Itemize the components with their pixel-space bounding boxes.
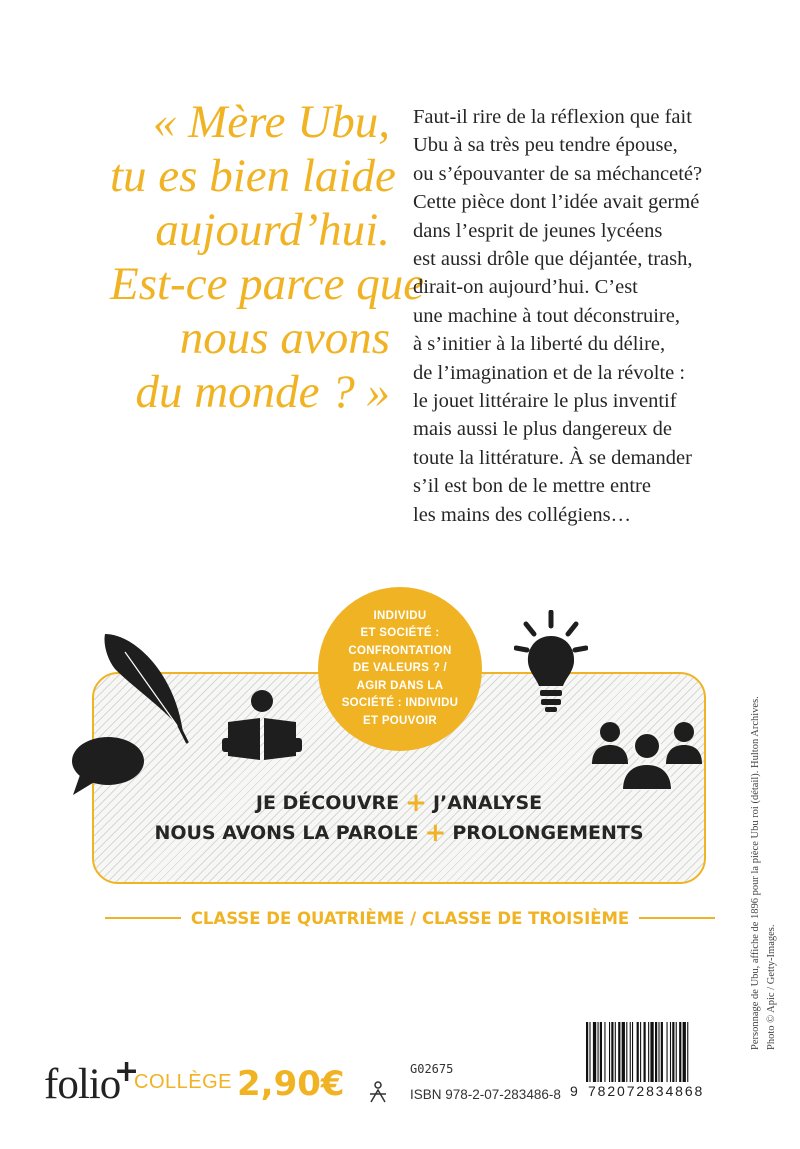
grade-level: CLASSE DE QUATRIÈME / CLASSE DE TROISIÈME [190,908,630,928]
grade-level-row [105,906,715,930]
theme-line: INDIVIDU [373,609,427,622]
barcode-bar [683,1022,686,1082]
divider [639,917,715,919]
photo-credit [748,490,782,1050]
blurb-line: Ubu à sa très peu tendre épouse, [413,134,678,157]
quote-line: nous avons [179,312,390,364]
barcode-icon [586,1022,728,1082]
barcode-bar [604,1022,605,1082]
quote-line: Est-ce parce que [110,258,425,310]
pull-quote [110,95,425,419]
publisher-logo-icon [368,1080,388,1104]
quote-line: tu es bien laide [110,150,396,202]
barcode-bar [618,1022,620,1082]
theme-line: CONFRONTATION [348,644,452,657]
barcode-bar [687,1022,688,1082]
barcode-bar [626,1022,627,1082]
blurb-line: une machine à tout déconstruire, [413,304,680,327]
barcode-bar [658,1022,659,1082]
theme-line: AGIR DANS LA [356,679,444,692]
blurb-line: est aussi drôle que déjantée, trash, [413,248,693,271]
lightbulb-icon [514,610,588,715]
blurb-line: à s’initier à la liberté du délire, [413,333,666,356]
blurb-line: le jouet littéraire le plus inventif [413,390,677,413]
reader-icon [222,688,302,762]
credit-line: Personnage de Ubu, affiche de 1896 pour la pièce Ubu roi (détail). Hulton Archives. [750,696,761,1050]
brand-plus: + [114,1054,140,1089]
blurb-line: Faut-il rire de la réflexion que fait [413,106,692,128]
blurb-line: dirait-on aujourd’hui. C’est [413,276,638,299]
back-cover-blurb [413,103,773,529]
step-label: J’ANALYSE [432,792,543,814]
barcode-bar [615,1022,616,1082]
product-code: G02675 [410,1062,454,1076]
barcode-bar [611,1022,613,1082]
step-label: PROLONGEMENTS [452,822,644,844]
step-label: JE DÉCOUVRE [255,792,400,814]
quote-line: du monde ? » [135,366,390,418]
barcode-bar [600,1022,602,1082]
plus-separator: + [405,788,427,818]
barcode-bar [650,1022,653,1082]
group-icon [592,718,702,790]
quote-line: aujourd’hui. [155,204,390,256]
collection-name: COLLÈGE [134,1071,232,1093]
barcode-bar [661,1022,663,1082]
barcode-bar [644,1022,646,1082]
blurb-line: mais aussi le plus dangereux de [413,418,673,441]
plus-separator: + [424,818,447,848]
barcode-bar [676,1022,677,1082]
blurb-line: dans l’esprit de jeunes lycéens [413,219,663,242]
barcode-bar [637,1022,639,1082]
quote-line: « Mère Ubu, [152,96,390,148]
barcode-bar [655,1022,657,1082]
blurb-line: toute la littérature. À se demander [413,446,692,469]
blurb-line: de l’imagination et de la révolte : [413,361,686,384]
barcode-bar [593,1022,596,1082]
steps-row-2 [92,818,706,848]
barcode-bar [630,1022,631,1082]
quill-icon [95,614,195,744]
isbn: ISBN 978-2-07-283486-8 [410,1087,561,1102]
theme-line: ET POUVOIR [363,714,437,727]
credit-line: Photo © Apic / Getty-Images. [766,924,777,1050]
barcode-bar [640,1022,641,1082]
barcode-bar [586,1022,588,1082]
barcode-bar [632,1022,633,1082]
blurb-line: les mains des collégiens… [413,503,632,526]
barcode-digits: 782072834868 [588,1083,705,1099]
barcode-bar [667,1022,668,1082]
barcode-bar [589,1022,590,1082]
price: 2,90€ [237,1064,345,1104]
divider [105,917,181,919]
blurb-line: ou s’épouvanter de sa méchanceté? [413,162,703,185]
barcode-bar [679,1022,681,1082]
theme-circle [318,587,482,751]
theme-line: DE VALEURS ? / [352,662,448,675]
blurb-line: Cette pièce dont l’idée avait germé [413,191,700,214]
theme-line: ET SOCIÉTÉ : [360,627,440,640]
barcode-first-digit: 9 [570,1083,578,1099]
barcode-bar [648,1022,649,1082]
brand-logo: folio [44,1061,121,1108]
blurb-line: s’il est bon de le mettre entre [413,475,651,498]
barcode-bar [609,1022,610,1082]
steps-row-1 [92,788,706,818]
barcode-bar [672,1022,674,1082]
step-label: NOUS AVONS LA PAROLE [154,822,419,844]
barcode-bar [598,1022,599,1082]
barcode-bar [622,1022,625,1082]
barcode-bar [670,1022,671,1082]
theme-line: SOCIÉTÉ : INDIVIDU [341,697,459,710]
